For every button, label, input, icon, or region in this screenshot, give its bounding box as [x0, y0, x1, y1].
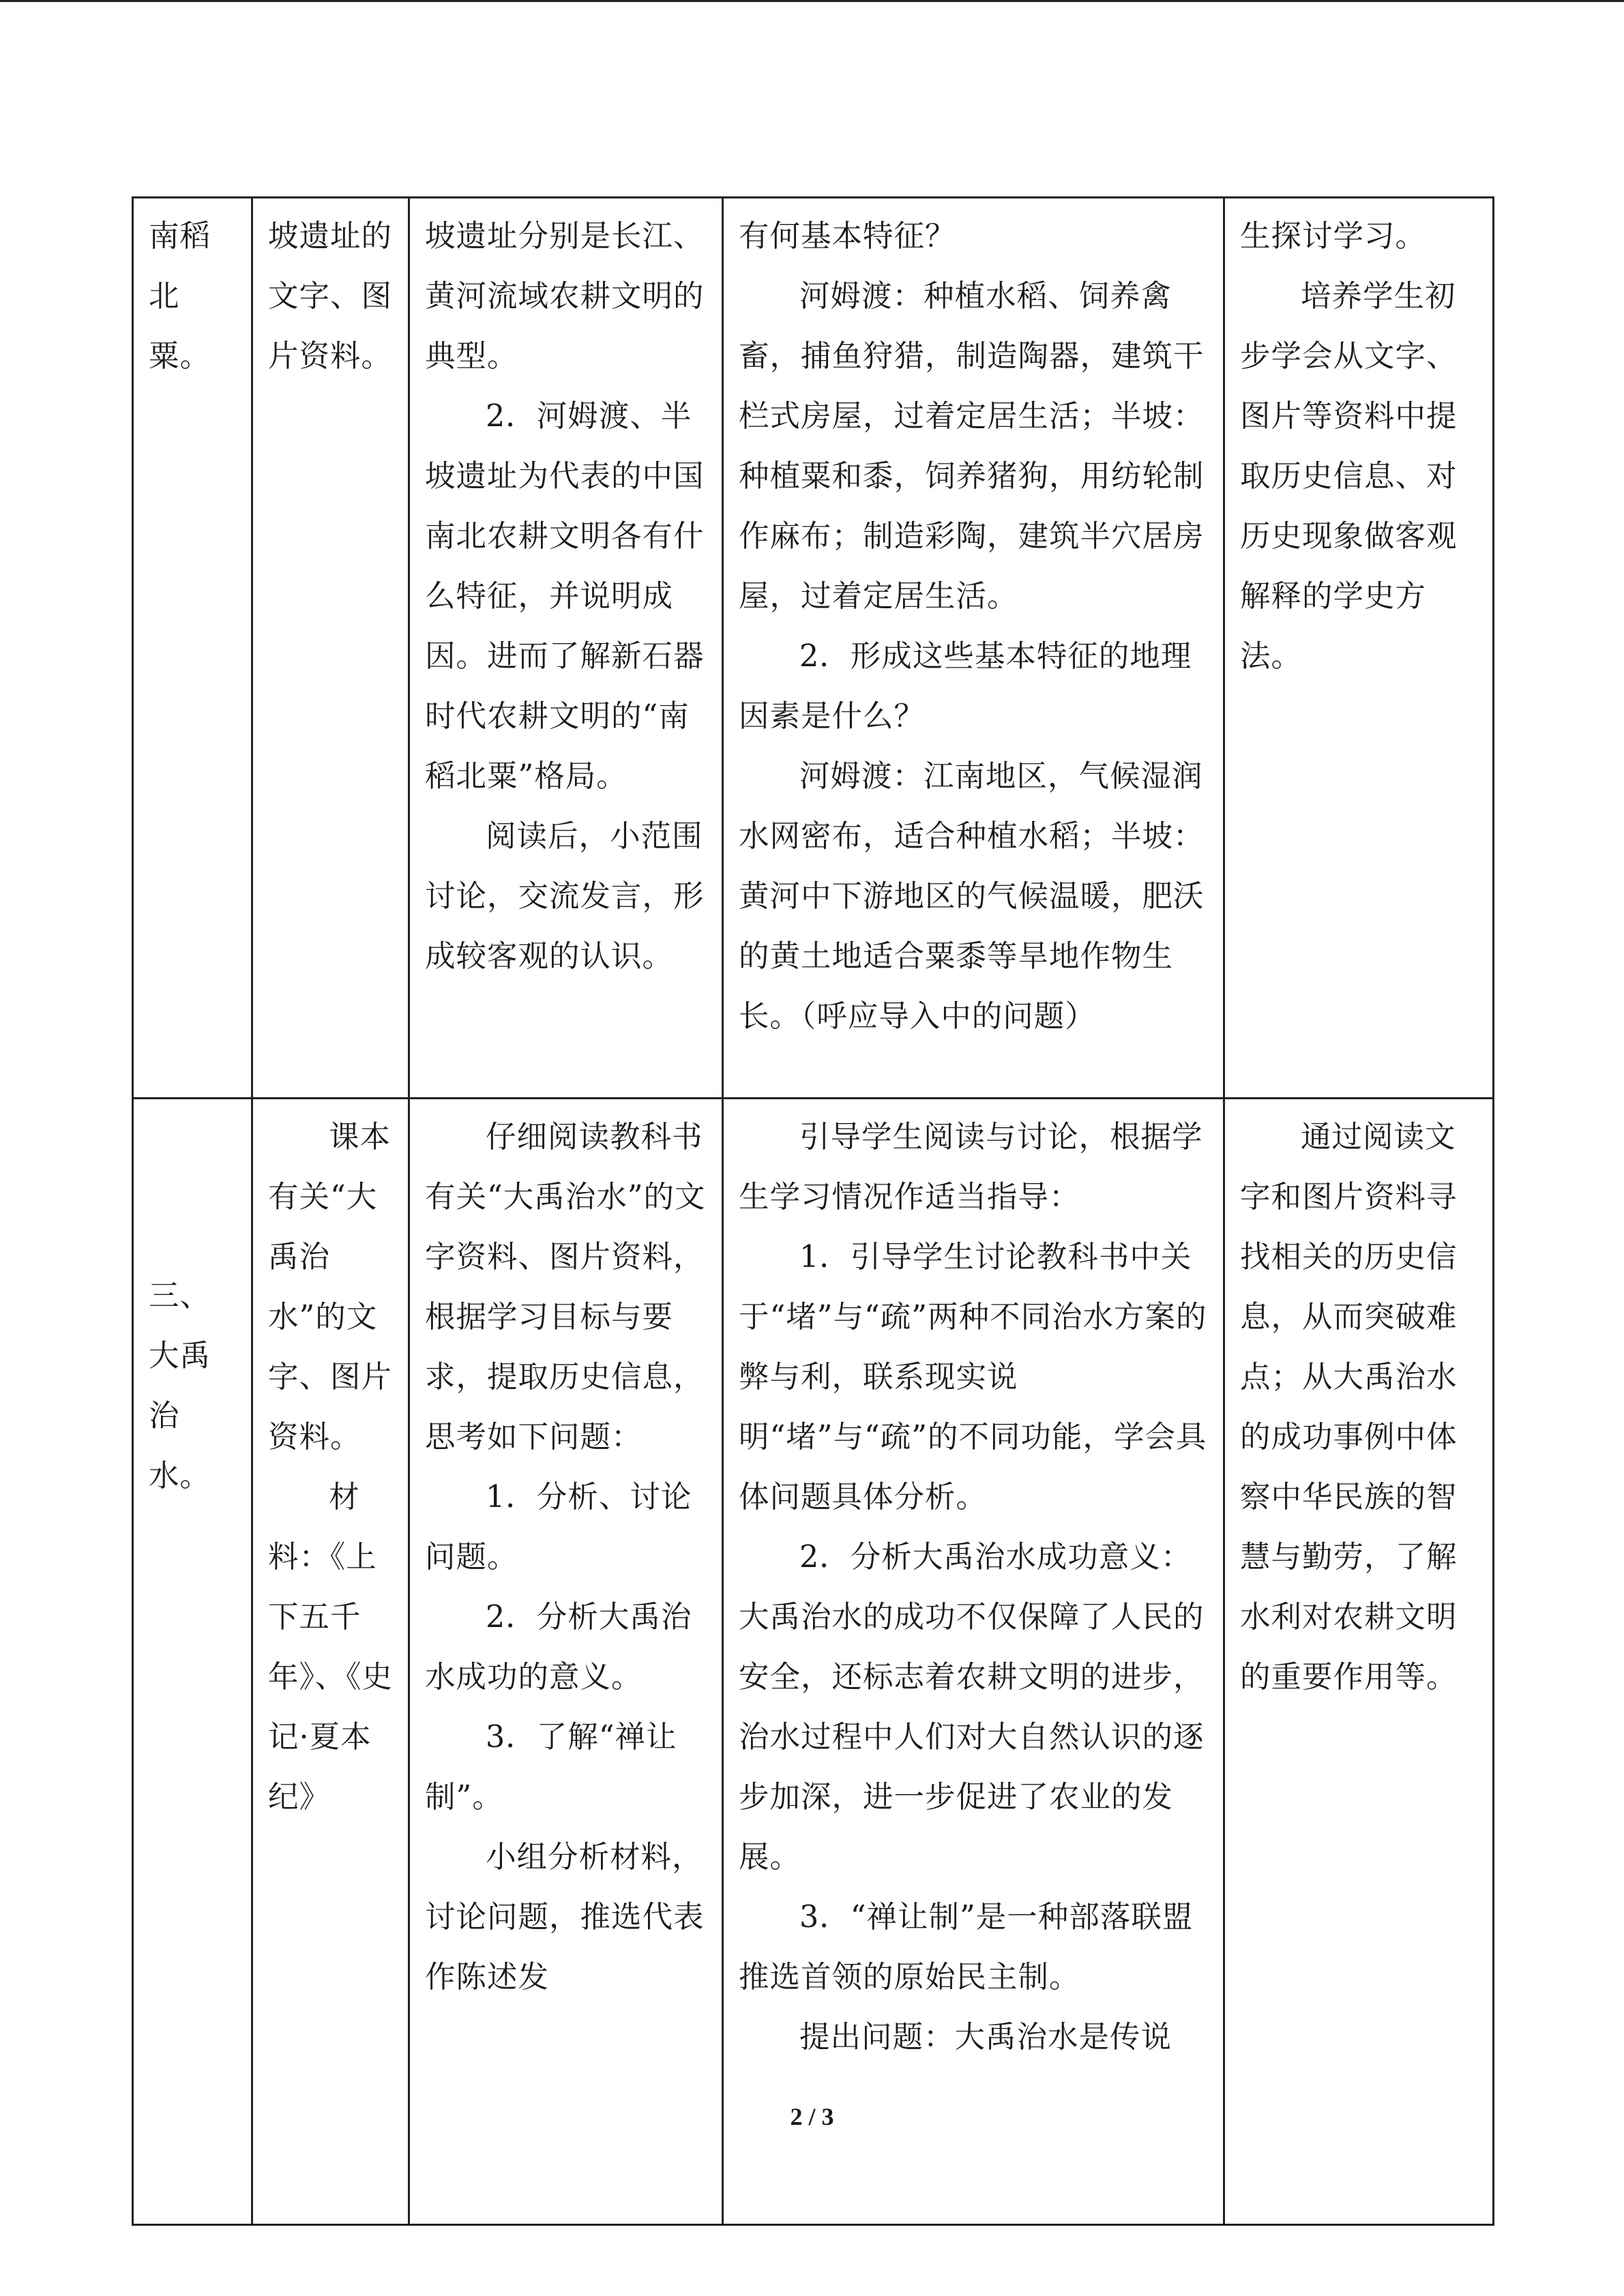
paragraph: 课本有关“大禹治水”的文字、图片资料。 [268, 1120, 393, 1455]
paragraph: 2．形成这些基本特征的地理因素是什么？ [739, 639, 1192, 734]
student-activity-cell [409, 1099, 723, 2225]
paragraph: 坡遗址分别是长江、黄河流域农耕文明的典型。 [425, 219, 705, 374]
paragraph: 1．分析、讨论问题。 [425, 1480, 692, 1575]
table-row [133, 1099, 1494, 2225]
material-cell [252, 198, 409, 1099]
paragraph: 生探讨学习。 [1240, 219, 1427, 254]
paragraph: 有何基本特征？ [739, 219, 956, 254]
teacher-activity-cell [723, 198, 1224, 1099]
lesson-plan-table [132, 196, 1494, 2226]
paragraph: 河姆渡：种植水稻、饲养禽畜，捕鱼狩猎，制造陶器，建筑干栏式房屋，过着定居生活；半坡：种植粟和黍，饲养猪狗，用纺轮制作麻布；制造彩陶，建筑半穴居房屋，过着定居生活。 [739, 279, 1205, 614]
topic-text: 南稻北粟。 [149, 219, 211, 374]
paragraph: 通过阅读文字和图片资料寻找相关的历史信息，从而突破难点；从大禹治水的成功事例中体察中华民族的智慧与勤劳，了解水利对农耕文明的重要作用等。 [1240, 1120, 1458, 1695]
student-activity-cell [409, 198, 723, 1099]
paragraph: 阅读后，小范围讨论，交流发言，形成较客观的认识。 [425, 819, 705, 974]
table-row [133, 198, 1494, 1099]
top-border-line [0, 0, 1624, 2]
paragraph: 2．河姆渡、半坡遗址为代表的中国南北农耕文明各有什么特征，并说明成因。进而了解新石器时代农耕文明的“南稻北粟”格局。 [425, 399, 705, 794]
paragraph: 仔细阅读教科书有关“大禹治水”的文字资料、图片资料，根据学习目标与要求，提取历史信息，思考如下问题： [425, 1120, 706, 1455]
material-cell [252, 1099, 409, 2225]
topic-text: 三、大禹治水。 [149, 1279, 211, 1493]
topic-cell [133, 198, 252, 1099]
paragraph: 河姆渡：江南地区，气候湿润水网密布，适合种植水稻；半坡：黄河中下游地区的气候温暖，肥沃的黄土地适合粟黍等旱地作物生长。（呼应导入中的问题） [739, 759, 1205, 1034]
material-text: 坡遗址的文字、图片资料。 [268, 219, 393, 374]
paragraph: 2．分析大禹治水成功意义：大禹治水的成功不仅保障了人民的安全，还标志着农耕文明的进步，治水过程中人们对大自然认识的逐步加深，进一步促进了农业的发展。 [739, 1540, 1205, 1875]
paragraph: 3．“禅让制”是一种部落联盟推选首领的原始民主制。 [739, 1900, 1194, 1995]
paragraph: 1．引导学生讨论教科书中关于“堵”与“疏”两种不同治水方案的弊与利，联系现实说明“堵”与“疏”的不同功能，学会具体问题具体分析。 [739, 1240, 1207, 1515]
paragraph: 材料：《上下五千年》、《史记·夏本纪》 [268, 1480, 394, 1815]
paragraph: 提出问题：大禹治水是传说 [799, 2020, 1172, 2055]
paragraph: 小组分析材料，讨论问题，推选代表作陈述发 [425, 1840, 705, 1995]
paragraph: 3．了解“禅让制”。 [425, 1720, 677, 1815]
paragraph: 2．分析大禹治水成功的意义。 [425, 1600, 692, 1695]
paragraph: 引导学生阅读与讨论，根据学生学习情况作适当指导： [739, 1120, 1203, 1214]
design-purpose-cell [1224, 198, 1494, 1099]
paragraph: 培养学生初步学会从文字、图片等资料中提取历史信息、对历史现象做客观解释的学史方法。 [1240, 279, 1458, 674]
design-purpose-cell [1224, 1099, 1494, 2225]
page-number: 2 / 3 [790, 2103, 834, 2130]
teacher-activity-cell [723, 1099, 1224, 2225]
topic-cell [133, 1099, 252, 2225]
